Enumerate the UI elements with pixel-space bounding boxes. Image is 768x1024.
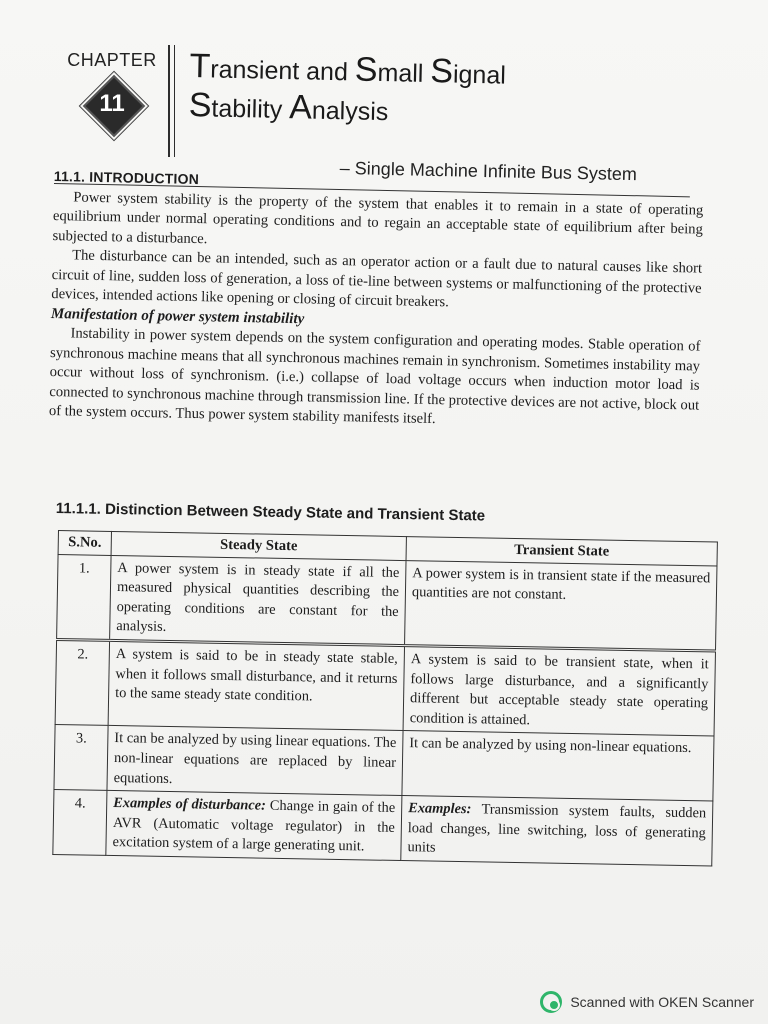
row-steady-cell (106, 791, 402, 861)
examples-of-disturbance-label: Examples of disturbance: (113, 795, 267, 814)
introduction-heading: 11.1. INTRODUCTION (53, 168, 200, 188)
intro-paragraph-3: Instability in power system depends on the system configuration and operating modes. Stable operation of synchronous machine means that all synchronous machines remain in synchronism. Sometimes instability may occur without loss of synchronism. (i.e.) collapse of load voltage occurs when induction motor load is connected to synchronous machine through transmission line. If the protective devices are not active, block out of the system occurs. Thus power system stability manifests itself. (48, 325, 701, 428)
table-row (57, 554, 717, 651)
chapter-label: CHAPTER (67, 50, 157, 70)
subsection-heading: 11.1.1. Distinction Between Steady State and Transient State (55, 500, 486, 525)
chapter-title (188, 48, 670, 136)
title-line-1: Transient and Small Signal (189, 47, 507, 91)
intro-paragraph-2: The disturbance can be an intended, such as an operator action or a fault due to natural causes like short circuit of line, sudden loss of generation, a loss of tie-line between systems or malfunctioning of the protective devices, intended actions like opening or closing of circuit breakers. (51, 247, 703, 311)
row-steady-cell: A power system is in steady state if all the measured physical quantities describing the operating conditions are constant for the analysis. (110, 555, 406, 646)
transient-example-text: Transmission system faults, sudden load changes, line switching, loss of generating units (407, 801, 707, 856)
row-transient-cell (401, 796, 713, 866)
manifestation-heading: Manifestation of power system instability (50, 306, 305, 328)
row-transient-cell: A system is said to be transient state, when it follows large disturbance, and a significantly different but acceptable steady state operating condition is attained. (403, 646, 715, 737)
scanner-watermark (540, 991, 754, 1013)
table-row (55, 639, 715, 736)
vertical-divider (168, 45, 170, 157)
chapter-subtitle: – Single Machine Infinite Bus System (339, 158, 638, 185)
row-sno: 1. (57, 554, 111, 640)
row-transient-cell: A power system is in transient state if the measured quantities are not constant. (405, 560, 717, 651)
oken-scanner-logo-icon (540, 991, 562, 1013)
scanner-text: Scanned with OKEN Scanner (570, 994, 754, 1010)
intro-paragraph-1: Power system stability is the property of the system that enables it to remain in a state of operating equilibrium under normal operating conditions and to regain an acceptable state of equilibrium after being subjected to a disturbance. (52, 189, 704, 248)
row-transient-cell: It can be analyzed by using non-linear equations. (402, 731, 714, 801)
table-row (54, 725, 714, 801)
chapter-block (62, 50, 162, 131)
row-steady-cell: It can be analyzed by using linear equations. The non-linear equations are replaced by linear equations. (107, 726, 403, 796)
header-transient-state: Transient State (406, 537, 717, 566)
title-line-2: Stability Analysis (188, 85, 389, 127)
row-sno: 4. (53, 790, 107, 856)
header-sno: S.No. (58, 531, 111, 556)
header-steady-state: Steady State (111, 531, 406, 560)
comparison-table-wrapper (52, 530, 722, 866)
introduction-section (49, 168, 704, 435)
steady-example-text: Change in gain of the AVR (Automatic voltage regulator) in the excitation system of a large generating unit. (112, 797, 396, 855)
comparison-table (52, 530, 718, 866)
row-sno: 3. (54, 725, 108, 791)
table-row (53, 790, 713, 866)
vertical-divider-thin (174, 45, 175, 157)
chapter-number: 11 (99, 90, 125, 117)
row-steady-cell: A system is said to be in steady state stable, when it follows small disturbance, and it returns to the same steady state condition. (108, 640, 404, 731)
chapter-number-badge (85, 77, 139, 131)
row-sno: 2. (55, 639, 109, 725)
examples-label: Examples: (408, 800, 472, 818)
